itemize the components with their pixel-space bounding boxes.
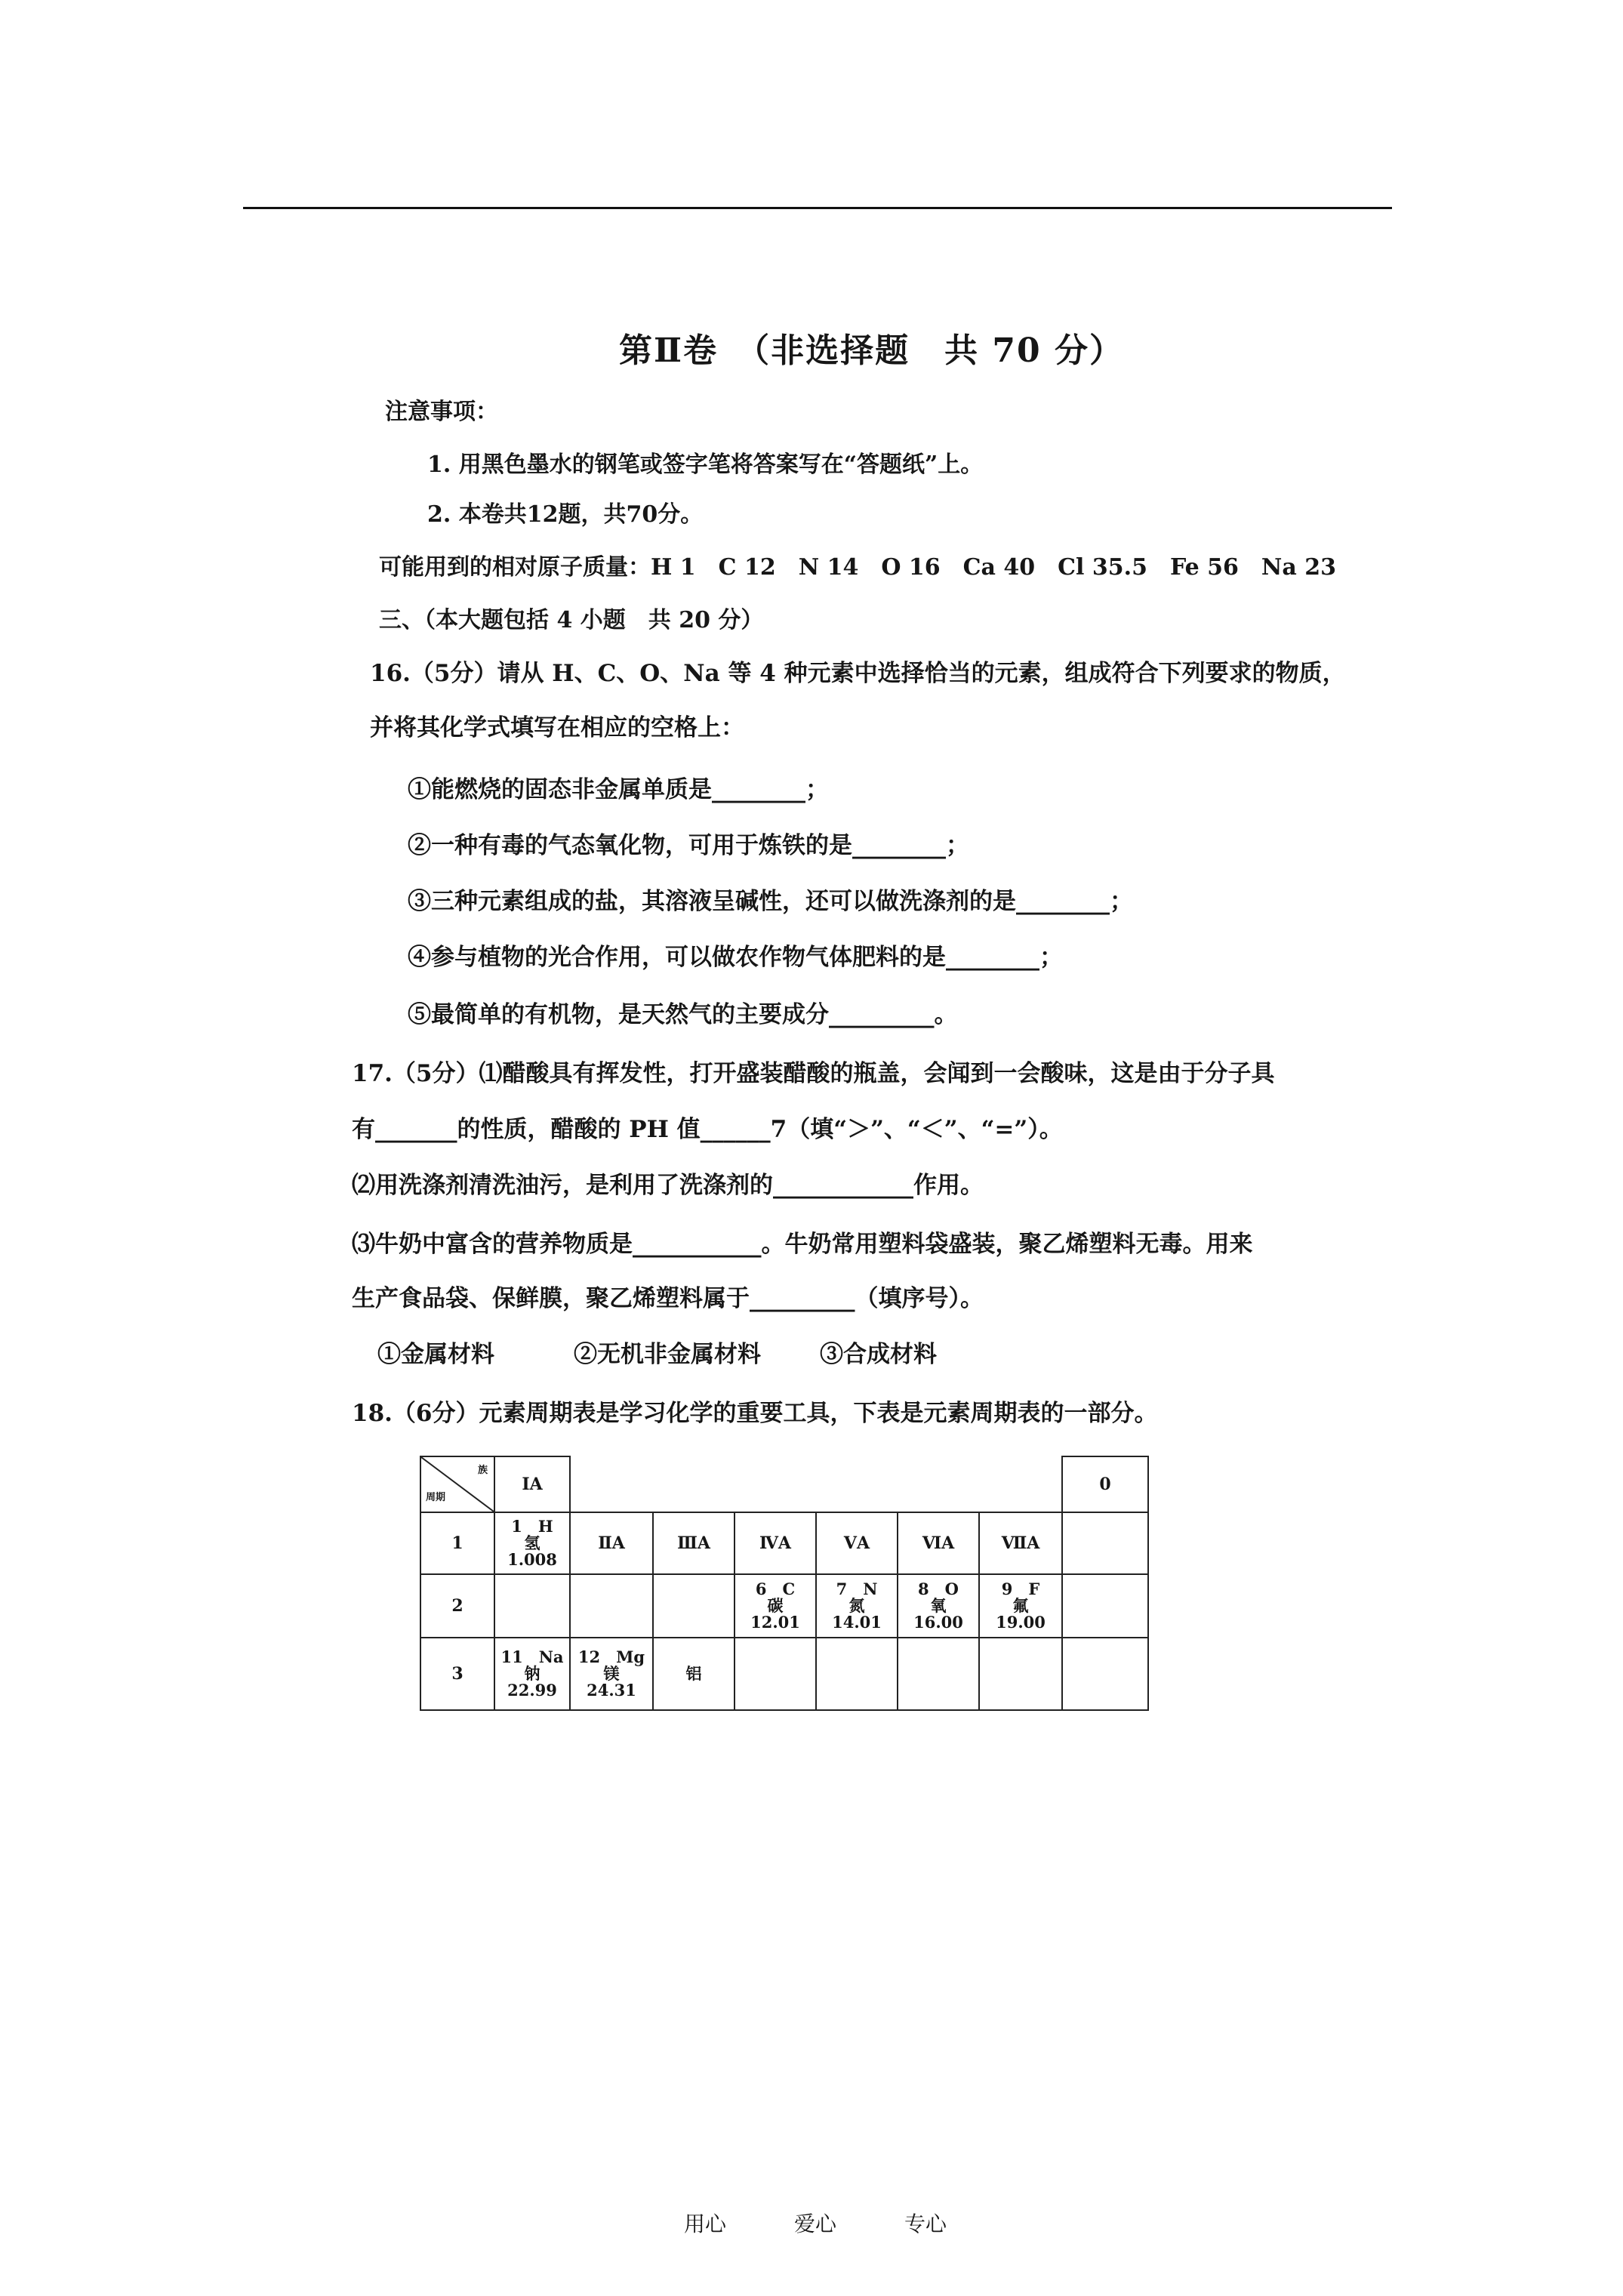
n-number-symbol: 7 N — [836, 1579, 878, 1598]
o-name: 氧 — [930, 1596, 947, 1615]
note-item-2: 2. 本卷共12题，共70分。 — [427, 501, 704, 528]
element-f — [978, 1573, 1063, 1638]
q16-item-1: ①能燃烧的固态非金属单质是________； — [408, 776, 829, 803]
q16-item-4: ④参与植物的光合作用，可以做农作物气体肥料的是________； — [408, 944, 1063, 971]
empty-cell — [1061, 1637, 1149, 1711]
period-2: 2 — [420, 1573, 495, 1638]
o-mass: 16.00 — [913, 1613, 963, 1632]
empty-cell — [494, 1573, 571, 1638]
element-n — [815, 1573, 898, 1638]
empty-cell — [978, 1637, 1063, 1711]
c-mass: 12.01 — [750, 1613, 800, 1632]
c-name: 碳 — [767, 1596, 784, 1615]
h-mass: 1.008 — [507, 1550, 557, 1569]
c-number-symbol: 6 C — [755, 1579, 796, 1598]
group-via-header: ⅥA — [897, 1512, 980, 1575]
notes-heading: 注意事项： — [385, 399, 498, 425]
q18-line-1: 18.（6分）元素周期表是学习化学的重要工具，下表是元素周期表的一部分。 — [352, 1400, 1158, 1427]
section-3-heading: 三、（本大题包括 4 小题 共 20 分） — [379, 607, 764, 633]
mg-name: 镁 — [603, 1664, 620, 1683]
h-number-symbol: 1 H — [511, 1517, 553, 1536]
empty-cell — [652, 1573, 735, 1638]
empty-cell — [1061, 1512, 1149, 1575]
header-rule — [243, 207, 1392, 209]
period-label: 周期 — [426, 1492, 446, 1503]
q17-option-2: ②无机非金属材料 — [574, 1341, 761, 1368]
empty-cell — [897, 1637, 980, 1711]
period-1: 1 — [420, 1512, 495, 1575]
n-name: 氮 — [848, 1596, 865, 1615]
atomic-masses: 可能用到的相对原子质量：H 1 C 12 N 14 O 16 Ca 40 Cl 35.5 Fe 56 Na 23 — [379, 554, 1336, 581]
al-name: 铝 — [685, 1664, 702, 1683]
q16-line-2: 并将其化学式填写在相应的空格上： — [370, 714, 744, 741]
mg-number-symbol: 12 Mg — [577, 1647, 645, 1666]
element-h — [494, 1512, 571, 1575]
footer-text-2: 爱心 — [794, 2211, 837, 2236]
empty-cell — [1061, 1573, 1149, 1638]
footer-text-1: 用心 — [684, 2211, 727, 2236]
h-name: 氢 — [524, 1533, 540, 1552]
f-number-symbol: 9 F — [1001, 1579, 1040, 1598]
n-mass: 14.01 — [832, 1613, 882, 1632]
q17-line-3: ⑵用洗涤剂清洗油污，是利用了洗涤剂的____________作用。 — [352, 1172, 984, 1199]
element-al — [652, 1637, 735, 1711]
na-number-symbol: 11 Na — [500, 1647, 564, 1666]
na-name: 钠 — [524, 1664, 540, 1683]
f-mass: 19.00 — [996, 1613, 1046, 1632]
note-item-1: 1. 用黑色墨水的钢笔或签字笔将答案写在“答题纸”上。 — [427, 451, 984, 478]
o-number-symbol: 8 O — [918, 1579, 959, 1598]
element-c — [734, 1573, 817, 1638]
group-iva-header: ⅣA — [734, 1512, 817, 1575]
mg-mass: 24.31 — [587, 1681, 636, 1700]
q17-option-3: ③合成材料 — [820, 1341, 937, 1368]
section-title: 第Ⅱ卷 （非选择题 共 70 分） — [619, 331, 1124, 370]
empty-cell — [569, 1573, 654, 1638]
q16-item-5: ⑤最简单的有机物，是天然气的主要成分_________。 — [408, 1001, 958, 1028]
group-iiia-header: ⅢA — [652, 1512, 735, 1575]
f-name: 氟 — [1012, 1596, 1029, 1615]
group-viia-header: ⅦA — [978, 1512, 1063, 1575]
empty-cell — [734, 1637, 817, 1711]
corner-cell — [420, 1456, 495, 1513]
group-0-header: 0 — [1061, 1456, 1149, 1513]
q16-line-1: 16.（5分）请从 H、C、O、Na 等 4 种元素中选择恰当的元素，组成符合下列要求的物质， — [370, 660, 1346, 687]
q17-line-2: 有_______的性质，醋酸的 PH 值______7（填“＞”、“＜”、“=”）。 — [352, 1116, 1063, 1143]
empty-cell — [815, 1637, 898, 1711]
q17-line-4: ⑶牛奶中富含的营养物质是___________。牛奶常用塑料袋盛装，聚乙烯塑料无毒。用来 — [352, 1231, 1253, 1258]
q16-item-3: ③三种元素组成的盐，其溶液呈碱性，还可以做洗涤剂的是________； — [408, 888, 1133, 915]
group-va-header: ⅤA — [815, 1512, 898, 1575]
element-mg — [569, 1637, 654, 1711]
periodic-table — [420, 1456, 1149, 1712]
element-na — [494, 1637, 571, 1711]
group-iia-header: ⅡA — [569, 1512, 654, 1575]
na-mass: 22.99 — [507, 1681, 557, 1700]
group-ia-header: IA — [494, 1456, 571, 1513]
q16-item-2: ②一种有毒的气态氧化物，可用于炼铁的是________； — [408, 832, 969, 859]
group-label: 族 — [477, 1465, 488, 1476]
period-3: 3 — [420, 1637, 495, 1711]
q17-line-1: 17.（5分）⑴醋酸具有挥发性，打开盛装醋酸的瓶盖，会闻到一会酸味，这是由于分子具 — [352, 1060, 1275, 1087]
footer-text-3: 专心 — [904, 2211, 947, 2236]
element-o — [897, 1573, 980, 1638]
q17-line-5: 生产食品袋、保鲜膜，聚乙烯塑料属于_________（填序号）。 — [352, 1285, 984, 1312]
q17-option-1: ①金属材料 — [377, 1341, 494, 1368]
